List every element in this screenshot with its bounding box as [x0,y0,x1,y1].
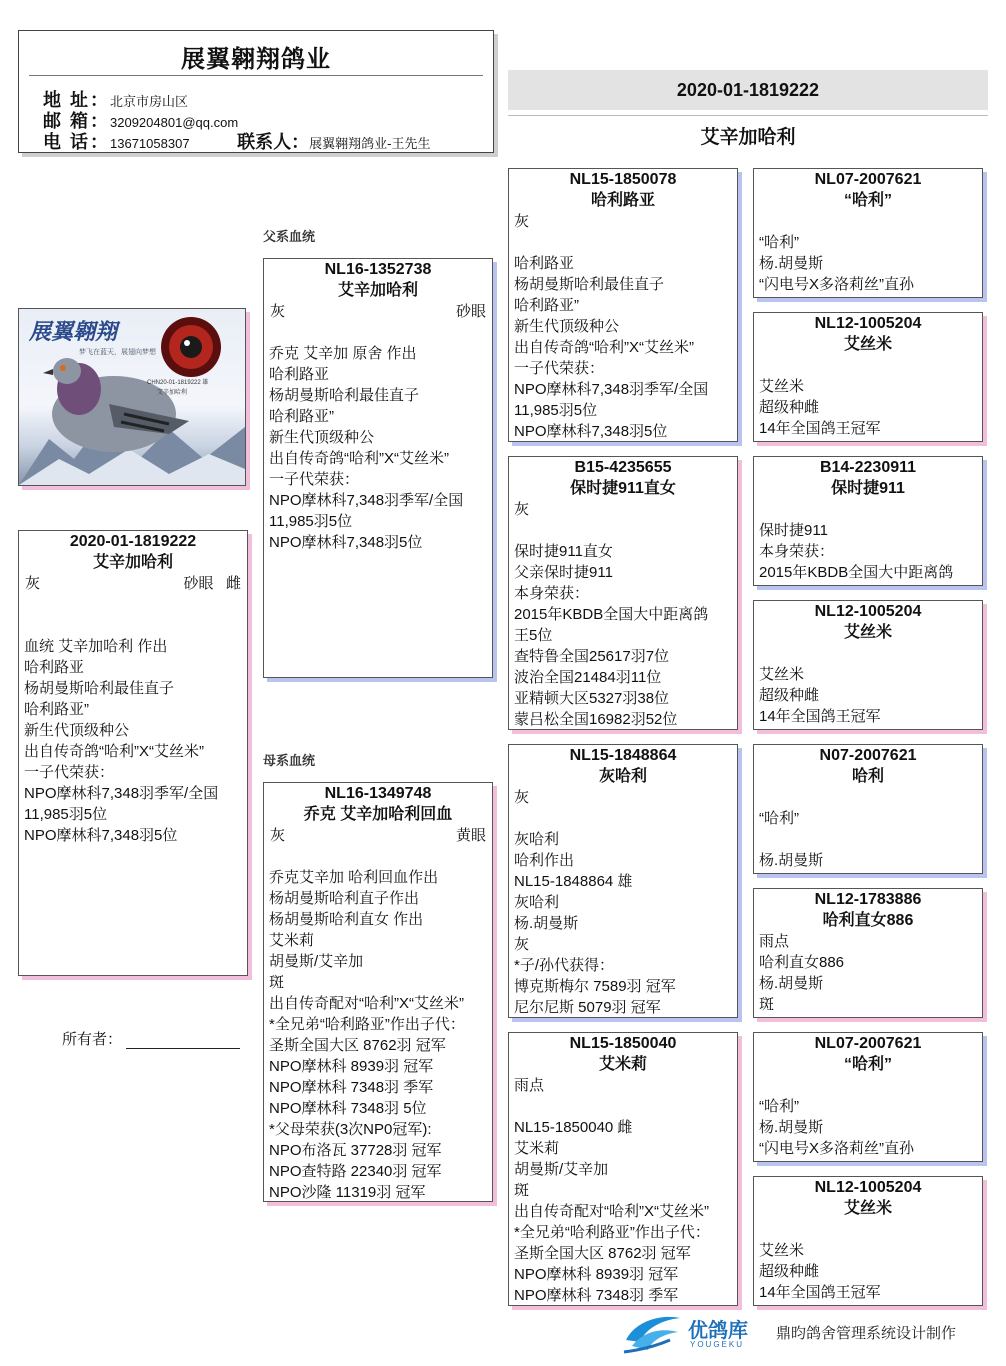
dsd-notes [754,931,982,1015]
note-line: 杨.胡曼斯 [514,915,579,932]
note-line: 圣斯全国大区 8762羽 冠军 [269,1037,446,1054]
note-line: 杨胡曼斯哈利直子作出 [269,890,420,907]
note-line: 艾丝米 [759,1242,805,1259]
note-line: 一子代荣获： [514,360,605,377]
email-label: 邮 箱： [43,111,111,131]
note-line: 圣斯全国大区 8762羽 冠军 [514,1245,691,1262]
note-line: 灰哈利 [514,831,560,848]
note-line: 哈利路亚 [269,366,330,383]
sire-eye: 砂眼 [455,303,486,320]
dd-name: 艾米莉 [598,1056,647,1073]
great-grandparent-7-card [753,1032,983,1162]
dam-card [263,782,493,1202]
phone-row [43,128,431,154]
note-line: 哈利路亚” [269,408,334,425]
great-grandparent-3-card [753,456,983,586]
note-line: 保时捷911 [759,522,828,539]
dam-color: 灰 [270,827,286,844]
sdd-notes [754,664,982,727]
dam-eye: 黄眼 [455,827,486,844]
dds-ring: NL07-2007621 [814,1035,922,1052]
subject-notes [19,636,247,846]
note-line: 超级种雌 [759,687,820,704]
sd-name: 保时捷911直女 [570,480,676,497]
great-grandparent-1-card [753,168,983,298]
note-line: 11,985羽5位 [24,806,108,823]
sire-notes [264,343,492,553]
note-line: 2015年KBDB全国大中距离鸽 [514,606,709,623]
note-line: 本身荣获： [759,543,835,560]
subject-attrs [19,573,247,594]
subject-name: 艾辛加哈利 [92,554,173,571]
ssd-ring: NL12-1005204 [814,315,922,332]
dam-attrs [264,825,492,846]
note-line: 杨.胡曼斯 [759,255,824,272]
note-line: 胡曼斯/艾辛加 [514,1161,609,1178]
yougeku-logo-icon [622,1310,684,1356]
note-line: 杨胡曼斯哈利直女 作出 [269,911,424,928]
note-line: 哈利路亚 [24,659,85,676]
note-line: *子/孙代获得： [514,957,615,974]
note-line: 杨胡曼斯哈利最佳直子 [269,387,420,404]
note-line: 杨.胡曼斯 [759,852,824,869]
note-line: 出自传奇配对“哈利”X“艾丝米” [269,995,464,1012]
bird-photo [18,308,246,486]
note-line: NPO查特路 22340羽 冠军 [269,1163,442,1180]
ss-color: 灰 [514,213,530,230]
sds-name: 保时捷911 [831,480,905,497]
note-line: 出自传奇鸽“哈利”X“艾丝米” [514,339,694,356]
note-line: 斑 [269,974,285,991]
ssd-notes [754,376,982,439]
ds-notes [509,829,737,1018]
ss-ring: NL15-1850078 [569,171,677,188]
note-line: 一子代荣获： [269,471,360,488]
note-line: 乔克艾辛加 哈利回血作出 [269,869,439,886]
note-line: NPO布洛瓦 37728羽 冠军 [269,1142,442,1159]
dam-notes [264,867,492,1202]
sss-ring: NL07-2007621 [814,171,922,188]
note-line: *父母荣获(3次NP0冠军): [269,1121,432,1138]
footer-credit: 鼎昀鸽舍管理系统设计制作 [776,1325,957,1342]
sss-notes [754,232,982,295]
address-label: 地 址： [43,90,111,110]
grandsire-maternal-card [508,744,738,1018]
photo-caption: CHN20-01-1819222 雄 [147,380,209,386]
note-line: *全兄弟“哈利路亚”作出子代： [514,1224,710,1241]
note-line: *全兄弟“哈利路亚”作出子代： [269,1016,465,1033]
subject-color: 灰 [25,575,41,592]
dd-notes [509,1117,737,1306]
top-ring-number: 2020-01-1819222 [508,70,988,110]
footer-brand-en: YOUGEKU [690,1340,745,1349]
note-line: 灰哈利 [514,894,560,911]
sire-ring: NL16-1352738 [324,261,432,278]
top-bird-name: 艾辛加哈利 [700,127,796,148]
note-line: 一子代荣获： [24,764,115,781]
note-line: 杨.胡曼斯 [759,1119,824,1136]
note-line: 杨胡曼斯哈利最佳直子 [24,680,175,697]
owner-field [62,1028,240,1049]
note-line: 11,985羽5位 [269,513,353,530]
note-line: 艾米莉 [269,932,315,949]
note-line: NPO沙隆 11319羽 冠军 [269,1184,426,1201]
note-line: 博克斯梅尔 7589羽 冠军 [514,978,676,995]
note-line: 血统 艾辛加哈利 作出 [24,638,168,655]
loft-title: 展翼翱翔鸽业 [181,46,331,73]
sire-card [263,258,493,678]
note-line [759,829,977,850]
note-line: 艾丝米 [759,666,805,683]
note-line: NPO摩林科 7348羽 季军 [269,1079,434,1096]
ds-ring: NL15-1848864 [569,747,677,764]
note-line: 14年全国鸽王冠军 [759,420,881,437]
sire-attrs [264,301,492,322]
note-line: 艾丝米 [759,378,805,395]
sire-name: 艾辛加哈利 [337,282,418,299]
subject-sex: 雌 [225,575,241,592]
dds-name: “哈利” [843,1056,892,1073]
great-grandparent-5-card [753,744,983,874]
sss-name: “哈利” [843,192,892,209]
note-line: NPO摩林科7,348羽季军/全国 [514,381,709,398]
dd-color: 雨点 [514,1077,545,1094]
address-value: 北京市房山区 [110,94,189,109]
dss-ring: N07-2007621 [819,747,917,764]
ddd-name: 艾丝米 [843,1200,892,1217]
sdd-name: 艾丝米 [843,624,892,641]
note-line: NPO摩林科7,348羽5位 [514,423,668,440]
sd-ring: B15-4235655 [574,459,672,476]
ds-name: 灰哈利 [598,768,647,785]
note-line: NPO摩林科 7348羽 季军 [514,1287,679,1304]
dd-ring: NL15-1850040 [569,1035,677,1052]
granddam-paternal-card [508,456,738,730]
note-line: NPO摩林科7,348羽季军/全国 [269,492,464,509]
sire-color: 灰 [270,303,286,320]
note-line: NPO摩林科7,348羽5位 [269,534,423,551]
great-grandparent-2-card [753,312,983,442]
photo-caption-name: 艾辛加哈利 [157,390,188,396]
ssd-name: 艾丝米 [843,336,892,353]
note-line: 斑 [759,996,775,1013]
mother-line-label: 母系血统 [263,753,316,768]
note-line: 出自传奇鸽“哈利”X“艾丝米” [24,743,204,760]
note-line: “哈利” [759,810,799,827]
granddam-maternal-card [508,1032,738,1306]
note-line: 斑 [514,1182,530,1199]
email-value: 3209204801@qq.com [110,115,239,130]
grandsire-paternal-card [508,168,738,442]
note-line: 亚精顿大区5327羽38位 [514,690,670,707]
father-line-label: 父系血统 [263,229,316,244]
note-line: 杨胡曼斯哈利最佳直子 [514,276,665,293]
subject-ring: 2020-01-1819222 [69,533,197,550]
note-line: 哈利路亚” [24,701,89,718]
note-line: 艾米莉 [514,1140,560,1157]
note-line: 新生代顶级种公 [269,429,375,446]
footer-brand-name: 优鸽库 [688,1320,748,1342]
dsd-ring: NL12-1783886 [814,891,922,908]
dam-name: 乔克 艾辛加哈利回血 [303,806,453,823]
note-line: 乔克 艾辛加 原舍 作出 [269,345,417,362]
note-line: 雨点 [759,933,790,950]
note-line: “哈利” [759,234,799,251]
photo-tagline: 梦飞在蓝天，展翅向梦想 [79,349,156,356]
note-line: “闪电号X多洛莉丝”直孙 [759,1140,914,1157]
owner-blank-line[interactable] [126,1032,240,1049]
sds-ring: B14-2230911 [819,459,917,476]
note-line: NPO摩林科 8939羽 冠军 [269,1058,434,1075]
note-line: NL15-1848864 雄 [514,873,633,890]
top-divider [508,115,988,116]
ddd-notes [754,1240,982,1303]
note-line: 哈利路亚” [514,297,579,314]
great-grandparent-6-card [753,888,983,1018]
contact-value: 展翼翱翔鸽业-王先生 [309,136,431,151]
header-divider [29,75,483,76]
note-line: 2015年KBDB全国大中距离鸽 [759,564,954,581]
note-line: 14年全国鸽王冠军 [759,708,881,725]
note-line: 出自传奇配对“哈利”X“艾丝米” [514,1203,709,1220]
note-line: 查特鲁全国25617羽7位 [514,648,670,665]
footer-brand [622,1310,748,1361]
note-line: 本身荣获： [514,585,590,602]
phone-value: 13671058307 [110,136,190,151]
phone-label: 电 话： [43,132,111,152]
note-line: 王5位 [514,627,553,644]
note-line: NPO摩林科 7348羽 5位 [269,1100,427,1117]
note-line: 胡曼斯/艾辛加 [269,953,364,970]
note-line: 哈利作出 [514,852,575,869]
note-line: 哈利直女886 [759,954,845,971]
great-grandparent-4-card [753,600,983,730]
header-box [18,30,494,153]
note-line: 杨.胡曼斯 [759,975,824,992]
note-line: NPO摩林科 8939羽 冠军 [514,1266,679,1283]
note-line: NL15-1850040 雌 [514,1119,633,1136]
owner-label: 所有者： [62,1031,123,1048]
note-line: 父亲保时捷911 [514,564,613,581]
ss-name: 哈利路亚 [590,192,655,209]
dsd-name: 哈利直女886 [822,912,914,929]
sd-notes [509,541,737,730]
note-line: 尼尔尼斯 5079羽 冠军 [514,999,661,1016]
note-line: “哈利” [759,1098,799,1115]
note-line: 蒙吕松全国16982羽52位 [514,711,678,728]
note-line: NPO摩林科7,348羽季军/全国 [24,785,219,802]
dss-name: 哈利 [851,768,884,785]
note-line: 超级种雌 [759,399,820,416]
contact-label: 联系人： [237,132,310,152]
note-line: 灰 [514,936,530,953]
dam-ring: NL16-1349748 [324,785,432,802]
note-line: 波治全国21484羽11位 [514,669,662,686]
subject-eye: 砂眼 [183,575,214,592]
note-line: 14年全国鸽王冠军 [759,1284,881,1301]
ss-notes [509,253,737,442]
subject-bird-card [18,530,248,976]
note-line: 新生代顶级种公 [24,722,130,739]
note-line: 保时捷911直女 [514,543,613,560]
dds-notes [754,1096,982,1159]
ddd-ring: NL12-1005204 [814,1179,922,1196]
note-line: “闪电号X多洛莉丝”直孙 [759,276,914,293]
note-line: 出自传奇鸽“哈利”X“艾丝米” [269,450,449,467]
sd-color: 灰 [514,501,530,518]
photo-logo-text: 展翼翱翔 [29,319,118,345]
note-line: NPO摩林科7,348羽5位 [24,827,178,844]
note-line: 11,985羽5位 [514,402,598,419]
sdd-ring: NL12-1005204 [814,603,922,620]
sds-notes [754,520,982,583]
great-grandparent-8-card [753,1176,983,1306]
note-line: 哈利路亚 [514,255,575,272]
note-line: 新生代顶级种公 [514,318,620,335]
ds-color: 灰 [514,789,530,806]
dss-notes [754,808,982,871]
note-line: 超级种雌 [759,1263,820,1280]
